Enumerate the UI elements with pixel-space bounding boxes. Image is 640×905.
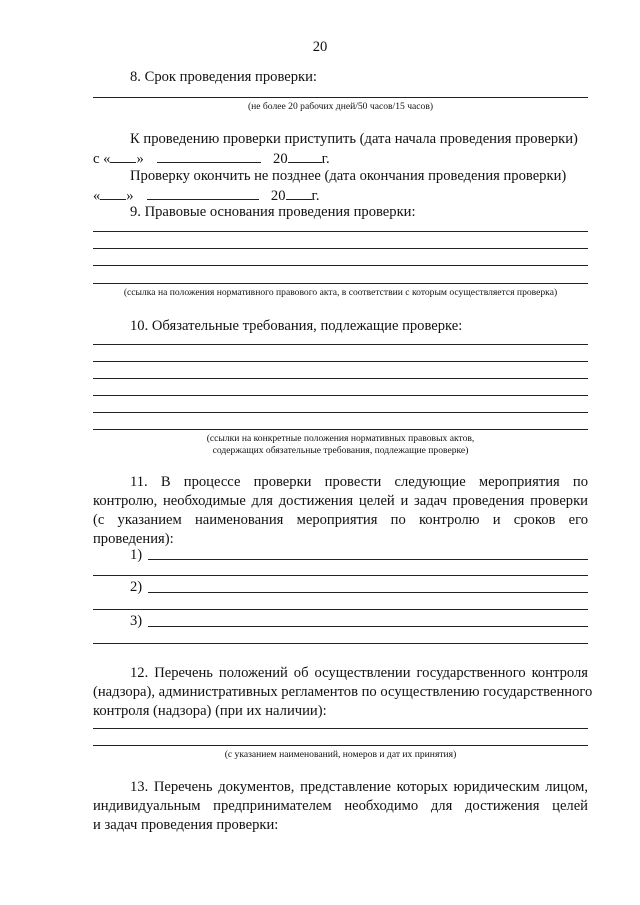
section-13-line: и задач проведения проверки: — [93, 817, 279, 833]
section-13-line: индивидуальным предпринимателем необходимо для достижения целей — [93, 798, 588, 814]
section-10-input-line[interactable] — [93, 361, 588, 362]
section-11-line: проведения): — [93, 531, 174, 547]
end-day-field[interactable] — [100, 185, 126, 200]
section-12-input-line[interactable] — [93, 745, 588, 746]
section-12-line: 12. Перечень положений об осуществлении государственного контроля — [130, 665, 588, 681]
section-12-input-line[interactable] — [93, 728, 588, 729]
page-number: 20 — [312, 39, 328, 55]
section-11-line: (с указанием наименования мероприятия по контролю и сроков его — [93, 512, 588, 528]
start-year-prefix: 20 — [273, 151, 288, 167]
start-year-suffix: г. — [321, 151, 330, 167]
section-11-line: 11. В процессе проверки провести следующие мероприятия по — [130, 474, 588, 490]
section-9-input-line[interactable] — [93, 265, 588, 266]
section-11-item-label: 2) — [130, 579, 143, 595]
section-10-input-line[interactable] — [93, 429, 588, 430]
section-11-item-3-field[interactable] — [148, 626, 588, 627]
end-year-field[interactable] — [286, 185, 312, 200]
section-10-input-line[interactable] — [93, 395, 588, 396]
section-9-input-line[interactable] — [93, 283, 588, 284]
section-10-input-line[interactable] — [93, 344, 588, 345]
section-9-input-line[interactable] — [93, 231, 588, 232]
start-day-field[interactable] — [110, 148, 136, 163]
section-11-item-label: 1) — [130, 547, 143, 563]
section-12-line: контроля (надзора) (при их наличии): — [93, 703, 327, 719]
section-11-item-2-field[interactable] — [148, 592, 588, 593]
start-date-prefix: с « — [93, 151, 111, 167]
section-11-item-1-continuation[interactable] — [93, 575, 588, 576]
end-date-mid: » — [126, 188, 134, 204]
start-date-mid: » — [136, 151, 144, 167]
start-year-field[interactable] — [288, 148, 322, 163]
end-year-suffix: г. — [311, 188, 320, 204]
section-13-line: 13. Перечень документов, представление которых юридическим лицом, — [130, 779, 588, 795]
section-12-hint: (с указанием наименований, номеров и дат их принятия) — [224, 749, 457, 760]
section-11-item-2-continuation[interactable] — [93, 609, 588, 610]
section-9-input-line[interactable] — [93, 248, 588, 249]
section-10-input-line[interactable] — [93, 412, 588, 413]
section-11-item-3-continuation[interactable] — [93, 643, 588, 644]
section-12-line: (надзора), административных регламентов по осуществлению государственного — [93, 684, 593, 700]
end-date-label: Проверку окончить не позднее (дата окончания проведения проверки) — [130, 168, 567, 184]
section-9-title: 9. Правовые основания проведения проверки: — [130, 204, 416, 220]
start-month-field[interactable] — [157, 148, 261, 163]
section-10-hint-line2: содержащих обязательные требования, подлежащие проверке) — [212, 445, 469, 456]
section-8-hint: (не более 20 рабочих дней/50 часов/15 часов) — [247, 101, 434, 112]
section-11-item-label: 3) — [130, 613, 143, 629]
end-month-field[interactable] — [147, 185, 259, 200]
section-8-input-line[interactable] — [93, 97, 588, 98]
section-11-line: контролю, необходимые для достижения целей и задач проведения проверки — [93, 493, 588, 509]
end-year-prefix: 20 — [270, 188, 286, 204]
section-10-title: 10. Обязательные требования, подлежащие проверке: — [130, 318, 463, 334]
section-10-input-line[interactable] — [93, 378, 588, 379]
section-11-item-1-field[interactable] — [148, 559, 588, 560]
start-date-label: К проведению проверки приступить (дата начала проведения проверки) — [130, 131, 578, 147]
section-9-hint: (ссылка на положения нормативного правового акта, в соответствии с которым осуществляется проверка) — [123, 287, 558, 298]
section-8-title: 8. Срок проведения проверки: — [130, 69, 317, 85]
section-10-hint-line1: (ссылки на конкретные положения нормативных правовых актов, — [206, 433, 475, 444]
end-date-prefix: « — [93, 188, 101, 204]
